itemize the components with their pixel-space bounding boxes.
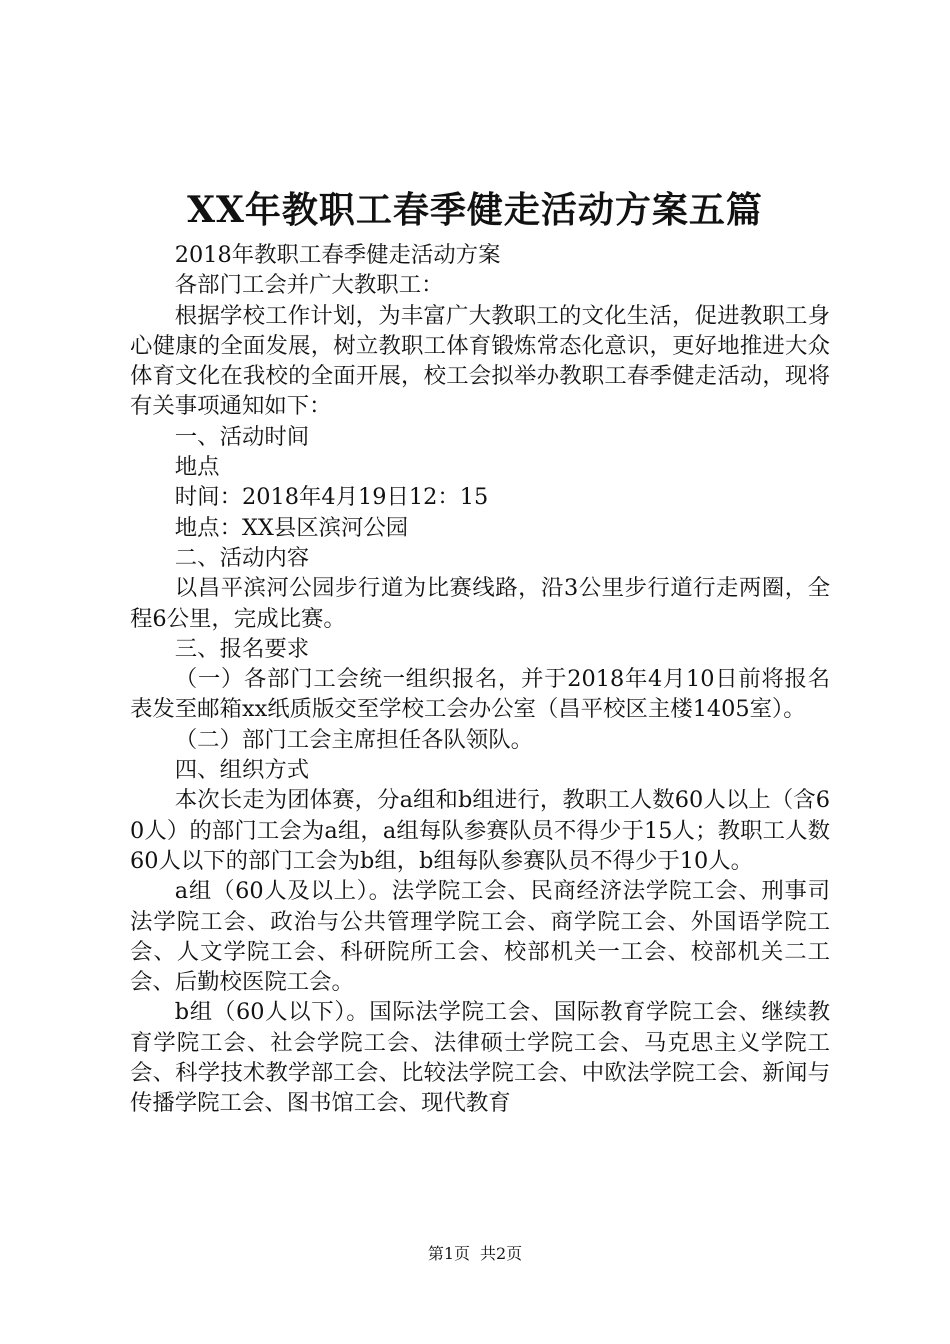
section-heading-registration: 三、报名要求 <box>174 635 310 662</box>
section-heading-organization: 四、组织方式 <box>174 757 310 784</box>
page-footer <box>0 1243 950 1265</box>
section-heading-content: 二、活动内容 <box>174 544 310 571</box>
registration-item-2: （二）部门工会主席担任各队领队。 <box>174 726 534 753</box>
place-paragraph: 地点：XX县区滨河公园 <box>174 514 409 541</box>
salutation-paragraph: 各部门工会并广大教职工： <box>174 272 444 299</box>
intro-paragraph: 根据学校工作计划，为丰富广大教职工的文化生活，促进教职工身心健康的全面发展，树立教职工体育锻炼常态化意识，更好地推进大众体育文化在我校的全面开展，校工会拟举办教职工春季健走活动，现将有关事项通知如下： <box>130 302 830 420</box>
group-a-paragraph: a组（60人及以上）。法学院工会、民商经济法学院工会、刑事司法学院工会、政治与公共管理学院工会、商学院工会、外国语学院工会、人文学院工会、科研院所工会、校部机关一工会、校部机关二工会、后勤校医院工会。 <box>130 878 830 996</box>
section-heading-time: 一、活动时间 <box>174 423 310 450</box>
content-paragraph: 以昌平滨河公园步行道为比赛线路，沿3公里步行道行走两圈，全程6公里，完成比赛。 <box>130 575 830 632</box>
document-title: XX年教职工春季健走活动方案五篇 <box>187 189 763 231</box>
page-number-total: 共2页 <box>480 1244 523 1263</box>
subtitle-paragraph: 2018年教职工春季健走活动方案 <box>174 242 501 268</box>
section-heading-place: 地点 <box>174 454 220 481</box>
registration-item-1: （一）各部门工会统一组织报名，并于2018年4月10日前将报名表发至邮箱xx纸质版交至学校工会办公室（昌平校区主楼1405室）。 <box>130 666 830 723</box>
organization-paragraph: 本次长走为团体赛，分a组和b组进行，教职工人数60人以上（含60人）的部门工会为a组，a组每队参赛队员不得少于15人；教职工人数60人以下的部门工会为b组，b组每队参赛队员不得少于10人。 <box>130 787 830 874</box>
group-b-paragraph: b组（60人以下）。国际法学院工会、国际教育学院工会、继续教育学院工会、社会学院工会、法律硕士学院工会、马克思主义学院工会、科学技术教学部工会、比较法学院工会、中欧法学院工会、新闻与传播学院工会、图书馆工会、现代教育 <box>130 999 830 1117</box>
time-paragraph: 时间：2018年4月19日12：15 <box>174 484 489 511</box>
document-body <box>130 240 830 1119</box>
page-number-current: 第1页 <box>427 1244 470 1263</box>
